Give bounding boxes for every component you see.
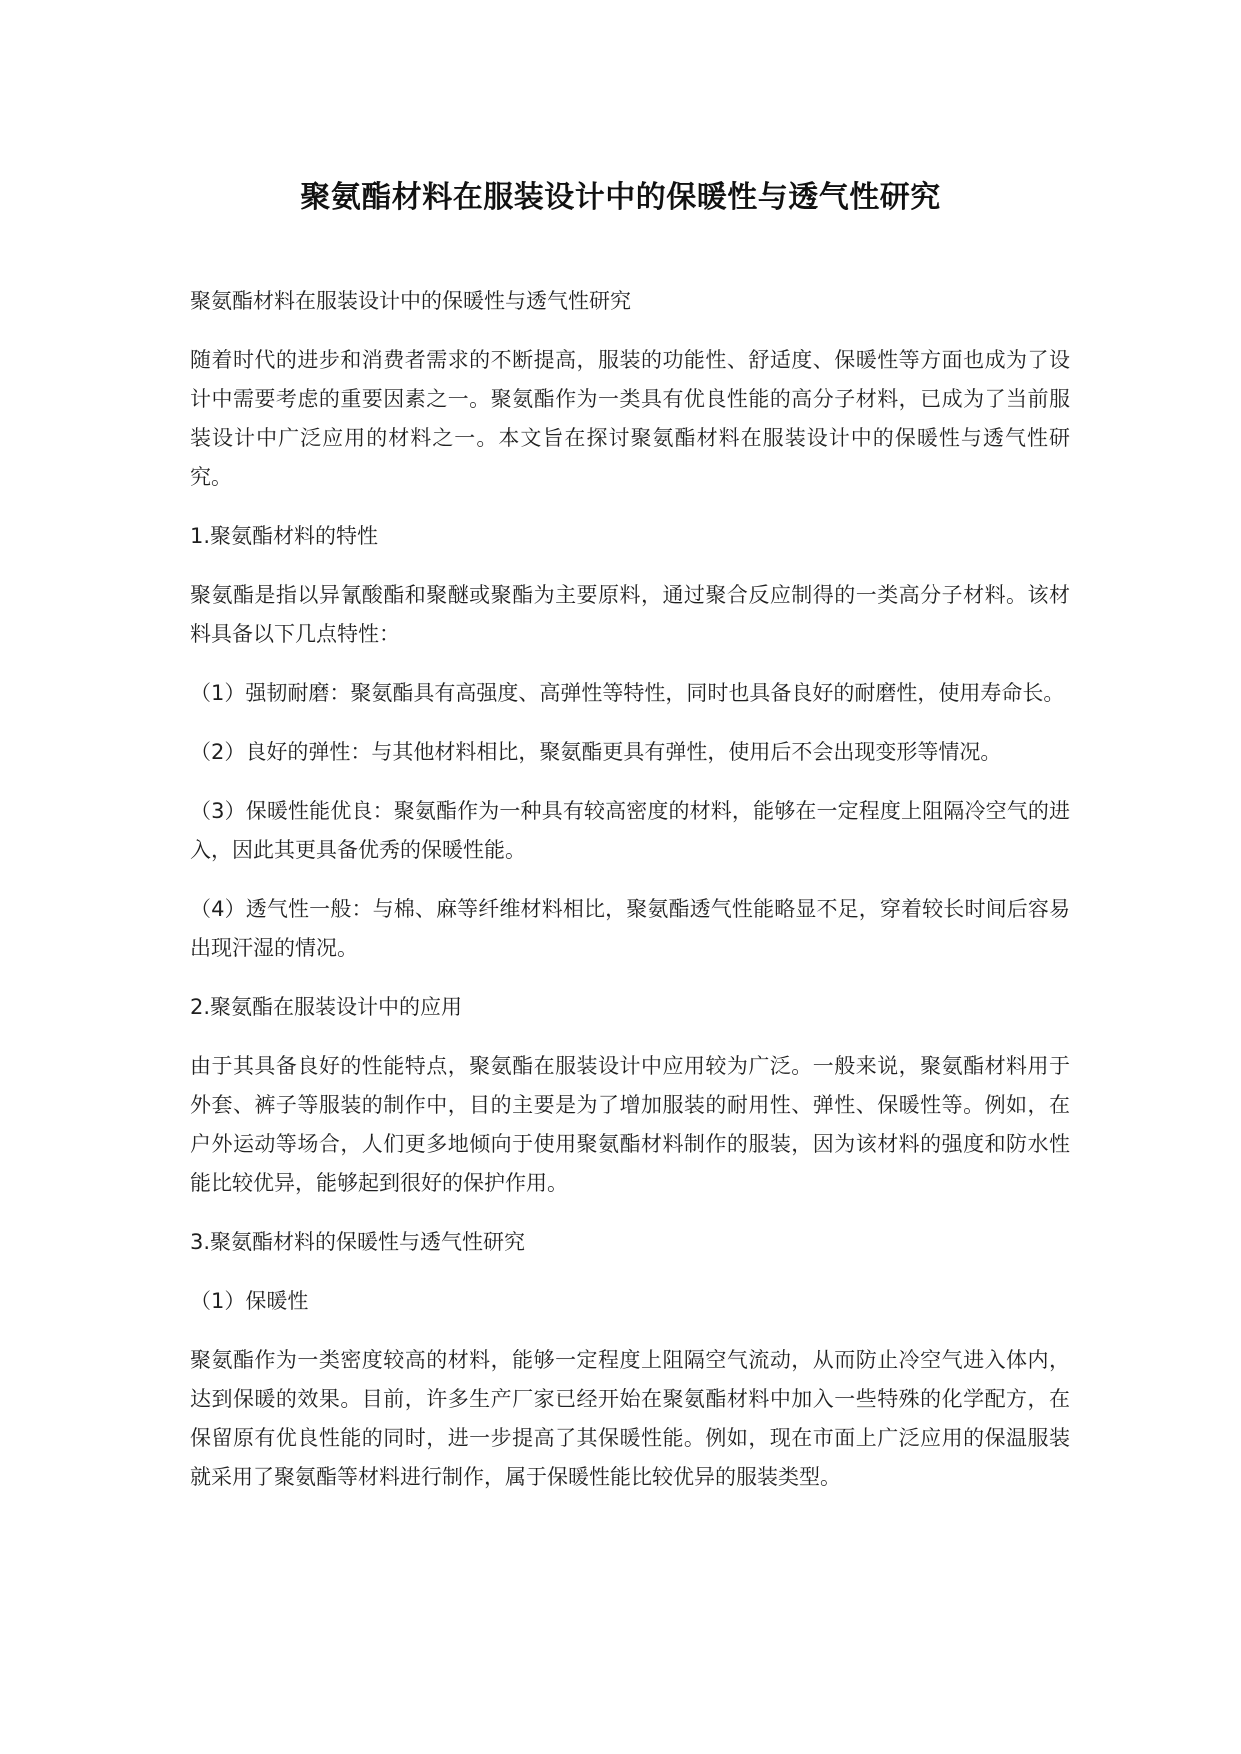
section-heading-2: 2.聚氨酯在服装设计中的应用 — [190, 995, 463, 1019]
body-paragraph: 聚氨酯作为一类密度较高的材料，能够一定程度上阻隔空气流动，从而防止冷空气进入体内，达到保暖的效果。目前，许多生产厂家已经开始在聚氨酯材料中加入一些特殊的化学配方，在保留原有优良性能的同时，进一步提高了其保暖性能。例如，现在市面上广泛应用的保温服装就采用了聚氨酯等材料进行制作，属于保暖性能比较优异的服装类型。 — [190, 1348, 1070, 1489]
section-heading-1: 1.聚氨酯材料的特性 — [190, 524, 379, 548]
body-paragraph: 由于其具备良好的性能特点，聚氨酯在服装设计中应用较为广泛。一般来说，聚氨酯材料用于外套、裤子等服装的制作中，目的主要是为了增加服装的耐用性、弹性、保暖性等。例如，在户外运动等场合，人们更多地倾向于使用聚氨酯材料制作的服装，因为该材料的强度和防水性能比较优异，能够起到很好的保护作用。 — [190, 1054, 1070, 1195]
list-item-1: （1）强韧耐磨：聚氨酯具有高强度、高弹性等特性，同时也具备良好的耐磨性，使用寿命长。 — [190, 681, 1065, 705]
subtitle-paragraph: 聚氨酯材料在服装设计中的保暖性与透气性研究 — [190, 289, 631, 313]
body-paragraph: 聚氨酯是指以异氰酸酯和聚醚或聚酯为主要原料，通过聚合反应制得的一类高分子材料。该材料具备以下几点特性： — [190, 583, 1070, 646]
list-item-4: （4）透气性一般：与棉、麻等纤维材料相比，聚氨酯透气性能略显不足，穿着较长时间后容易出现汗湿的情况。 — [190, 897, 1070, 960]
intro-paragraph: 随着时代的进步和消费者需求的不断提高，服装的功能性、舒适度、保暖性等方面也成为了设计中需要考虑的重要因素之一。聚氨酯作为一类具有优良性能的高分子材料，已成为了当前服装设计中广泛应用的材料之一。本文旨在探讨聚氨酯材料在服装设计中的保暖性与透气性研究。 — [190, 348, 1070, 489]
subsection-heading: （1）保暖性 — [190, 1289, 309, 1313]
section-heading-3: 3.聚氨酯材料的保暖性与透气性研究 — [190, 1230, 526, 1254]
document-title: 聚氨酯材料在服装设计中的保暖性与透气性研究 — [300, 180, 941, 215]
list-item-3: （3）保暖性能优良：聚氨酯作为一种具有较高密度的材料，能够在一定程度上阻隔冷空气的进入，因此其更具备优秀的保暖性能。 — [190, 799, 1070, 862]
document-body — [190, 282, 1070, 1517]
list-item-2: （2）良好的弹性：与其他材料相比，聚氨酯更具有弹性，使用后不会出现变形等情况。 — [190, 740, 1002, 764]
